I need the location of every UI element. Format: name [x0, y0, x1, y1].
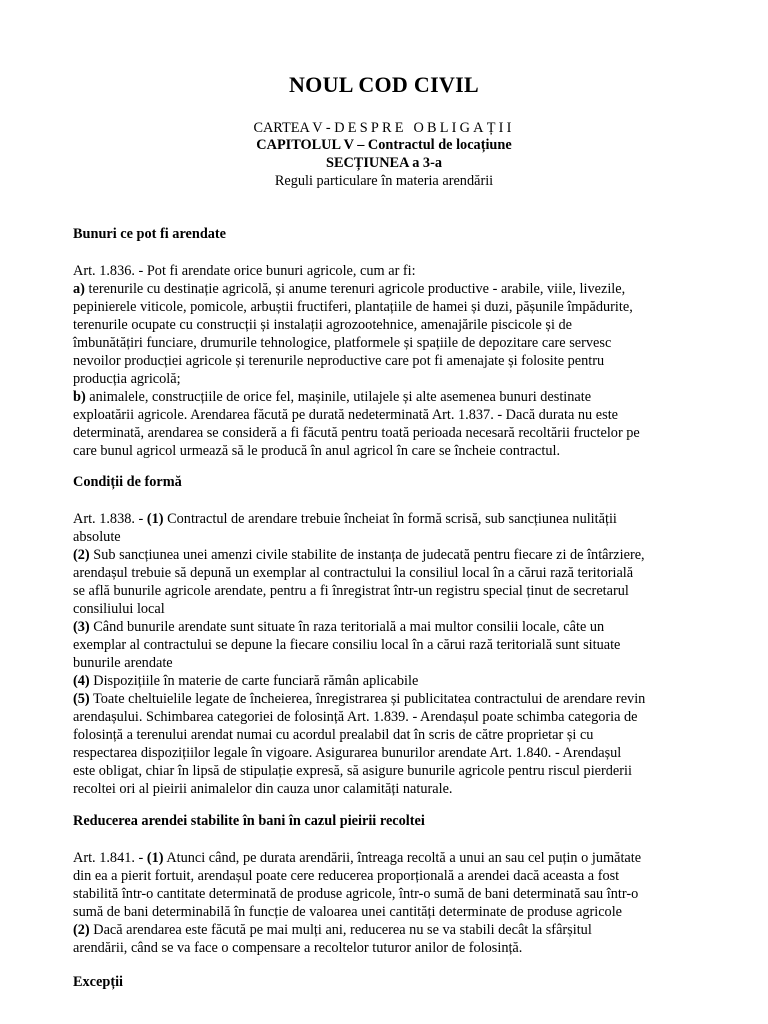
line-text: terenurile ocupate cu construcții și instalații agrozootehnice, amenajările piscicole și de — [73, 317, 573, 333]
text-line — [73, 618, 713, 636]
item-marker: (1) — [146, 850, 164, 866]
text-line — [73, 316, 713, 334]
line-text: determinată, arendarea se consideră a fi făcută pentru toată perioada necesară recoltării fructelor pe — [73, 425, 640, 441]
item-marker: (4) — [73, 673, 90, 689]
chapter-line: CAPITOLUL V – Contractul de locațiune — [256, 137, 512, 153]
text-line — [73, 262, 713, 280]
line-text: Dispozițiile în materie de carte funciară rămân aplicabile — [89, 673, 419, 689]
text-line — [73, 510, 713, 528]
heading-bunuri-arendate: Bunuri ce pot fi arendate — [73, 226, 227, 242]
line-text: care bunul agricol urmează să le producă în anul agricol în care se încheie contractul. — [73, 443, 561, 459]
book-prefix: CARTEA V - — [253, 120, 335, 136]
text-line — [73, 672, 713, 690]
book-line — [0, 120, 768, 137]
text-line — [73, 849, 713, 867]
text-line — [73, 298, 713, 316]
line-text: arendașul trebuie să depună un exemplar al contractului la consiliul local în a cărui rază teritorială — [73, 565, 634, 581]
line-text: arendașului. Schimbarea categoriei de folosință Art. 1.839. - Arendașul poate schimba categoria de — [73, 709, 638, 725]
paragraph-art-1841 — [73, 849, 713, 957]
text-line — [73, 690, 713, 708]
text-line — [73, 388, 713, 406]
book-title-spaced: DESPRE OBLIGAȚII — [334, 120, 515, 136]
line-text: producția agricolă; — [73, 371, 181, 387]
text-line — [73, 708, 713, 726]
paragraph-art-1838 — [73, 510, 713, 798]
text-line — [73, 939, 713, 957]
text-line — [73, 564, 713, 582]
text-line — [73, 370, 713, 388]
line-text: Atunci când, pe durata arendării, întreaga recoltă a unui an sau cel puțin o jumătate — [163, 850, 642, 866]
line-text: arendării, când se va face o compensare a recoltelor tuturor anilor de folosință. — [73, 940, 523, 956]
text-line — [73, 424, 713, 442]
line-text: consiliului local — [73, 601, 165, 617]
article-number: Art. 1.838. - — [73, 511, 147, 527]
text-line — [73, 546, 713, 564]
line-text: bunurile arendate — [73, 655, 173, 671]
line-text: animalele, construcțiile de orice fel, mașinile, utilajele și alte asemenea bunuri destinate — [85, 389, 592, 405]
text-line — [73, 406, 713, 424]
item-marker: (2) — [73, 547, 90, 563]
line-text: nevoilor producției agricole și terenurile neproductive care pot fi amenajate și folosite pentru — [73, 353, 605, 369]
item-marker: (2) — [73, 922, 90, 938]
line-text: din ea a pierit fortuit, arendașul poate cere reducerea proporțională a arendei dacă aceasta a fost — [73, 868, 620, 884]
text-line — [73, 885, 713, 903]
line-text: exemplar al contractului se depune la fiecare consiliu local în a cărui rază teritorială sunt situate — [73, 637, 621, 653]
text-line — [73, 726, 713, 744]
line-text: Dacă arendarea este făcută pe mai mulți ani, reducerea nu se va stabili decât la sfârșitul — [89, 922, 592, 938]
heading-conditii-forma: Condiții de formă — [73, 474, 182, 490]
text-line — [73, 744, 713, 762]
section-subtitle: Reguli particulare în materia arendării — [274, 173, 494, 189]
line-text: Când bunurile arendate sunt situate în raza teritorială a mai multor consilii locale, câte un — [89, 619, 605, 635]
text-line — [73, 334, 713, 352]
line-text: Contractul de arendare trebuie încheiat în formă scrisă, sub sancțiunea nulității — [163, 511, 617, 527]
item-marker: (3) — [73, 619, 90, 635]
text-line — [73, 636, 713, 654]
line-text: stabilită într-o cantitate determinată de produse agricole, într-o sumă de bani determinată sau într-o — [73, 886, 639, 902]
text-line — [73, 762, 713, 780]
line-text: sumă de bani determinabilă în funcție de valoarea unei cantități determinate de produse agricole — [73, 904, 623, 920]
text-line — [73, 903, 713, 921]
text-line — [73, 280, 713, 298]
text-line — [73, 352, 713, 370]
line-text: pepinierele viticole, pomicole, arbuștii fructiferi, plantațiile de hamei și duzi, pășunile împădurite, — [73, 299, 633, 315]
line-text: Sub sancțiunea unei amenzi civile stabilite de instanța de judecată pentru fiecare zi de întârziere, — [89, 547, 645, 563]
document-title: NOUL COD CIVIL — [288, 72, 479, 97]
line-text: absolute — [73, 529, 121, 545]
line-text: se află bunurile agricole arendate, pentru a fi înregistrat într-un registru special ținut de secretarul — [73, 583, 629, 599]
heading-exceptii: Excepții — [73, 974, 124, 990]
text-line — [73, 582, 713, 600]
line-text: terenurile cu destinație agricolă, și anume terenuri agricole productive - arabile, viile, livezile, — [84, 281, 626, 297]
line-text: recoltei ori al pieirii animalelor din cauza unor calamități naturale. — [73, 781, 453, 797]
item-marker: b) — [73, 389, 86, 405]
text-line — [73, 654, 713, 672]
item-marker: (5) — [73, 691, 90, 707]
line-text: îmbunătățiri funciare, drumurile tehnologice, platformele și spațiile de depozitare care servesc — [73, 335, 612, 351]
text-line — [73, 600, 713, 618]
line-text: folosință a terenului arendat numai cu acordul prealabil dat în scris de către proprietar și cu — [73, 727, 594, 743]
line-text: Toate cheltuielile legate de încheierea, înregistrarea și publicitatea contractului de arendare revin — [89, 691, 646, 707]
text-line — [73, 442, 713, 460]
article-number: Art. 1.841. - — [73, 850, 147, 866]
heading-reducerea-arendei: Reducerea arendei stabilite în bani în cazul pieirii recoltei — [73, 813, 425, 829]
line-text: Art. 1.836. - Pot fi arendate orice bunuri agricole, cum ar fi: — [73, 263, 416, 279]
section-line: SECȚIUNEA a 3-a — [326, 155, 442, 171]
item-marker: (1) — [146, 511, 164, 527]
text-line — [73, 528, 713, 546]
text-line — [73, 780, 713, 798]
line-text: este obligat, chiar în lipsă de stipulație expresă, să asigure bunurile agricole pentru riscul pierderii — [73, 763, 632, 779]
text-line — [73, 921, 713, 939]
text-line — [73, 867, 713, 885]
line-text: respectarea dispozițiilor legale în vigoare. Asigurarea bunurilor arendate Art. 1.840. - Arendașul — [73, 745, 622, 761]
paragraph-art-1836 — [73, 262, 713, 460]
line-text: exploatării agricole. Arendarea făcută pe durată nedeterminată Art. 1.837. - Dacă durata nu este — [73, 407, 619, 423]
item-marker: a) — [73, 281, 85, 297]
